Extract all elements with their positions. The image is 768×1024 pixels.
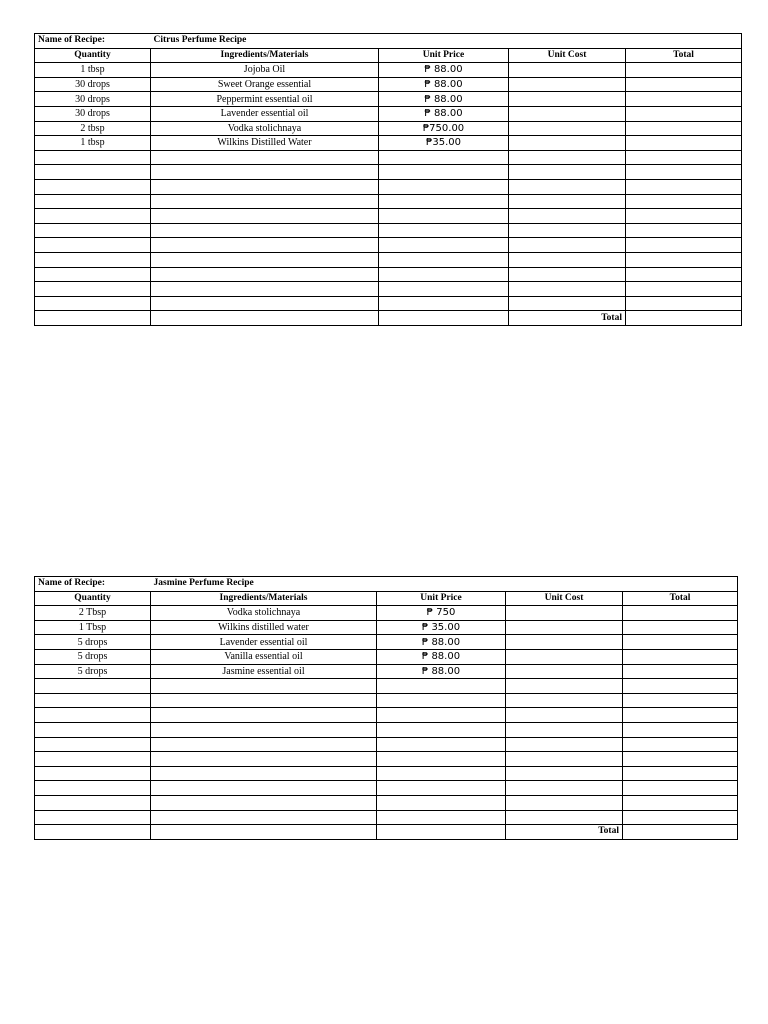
empty-cell xyxy=(379,150,509,165)
empty-cell xyxy=(379,179,509,194)
empty-cell xyxy=(151,252,379,267)
empty-cell xyxy=(509,179,626,194)
empty-row xyxy=(35,282,742,297)
empty-cell xyxy=(623,766,738,781)
empty-cell xyxy=(151,693,377,708)
total-cell xyxy=(623,606,738,621)
total-cell xyxy=(626,77,742,92)
empty-cell xyxy=(35,209,151,224)
empty-cell xyxy=(623,737,738,752)
empty-row xyxy=(35,752,738,767)
empty-row xyxy=(35,781,738,796)
table-row xyxy=(35,121,742,136)
empty-cell xyxy=(35,781,151,796)
recipe-name-value: Jasmine Perfume Recipe xyxy=(151,577,738,592)
empty-cell xyxy=(379,165,509,180)
unit-price-cell: ₱ 88.00 xyxy=(377,635,506,650)
ingredient-cell: Jasmine essential oil xyxy=(151,664,377,679)
empty-row xyxy=(35,238,742,253)
unit-cost-cell xyxy=(509,77,626,92)
empty-cell xyxy=(509,209,626,224)
unit-price-cell: ₱ 88.00 xyxy=(377,664,506,679)
header-row xyxy=(35,48,742,63)
ingredient-cell: Vanilla essential oil xyxy=(151,649,377,664)
empty-cell xyxy=(35,296,151,311)
empty-cell xyxy=(623,708,738,723)
header-row xyxy=(35,591,738,606)
unit-price-cell: ₱ 88.00 xyxy=(379,106,509,121)
empty-cell xyxy=(506,693,623,708)
empty-cell xyxy=(509,150,626,165)
grand-total-value xyxy=(623,825,738,840)
empty-cell xyxy=(377,708,506,723)
empty-cell xyxy=(379,267,509,282)
empty-cell xyxy=(151,223,379,238)
empty-cell xyxy=(379,209,509,224)
empty-cell xyxy=(379,311,509,326)
empty-cell xyxy=(151,267,379,282)
empty-row xyxy=(35,267,742,282)
header-unit-cost: Unit Cost xyxy=(506,591,623,606)
empty-cell xyxy=(151,311,379,326)
empty-cell xyxy=(377,810,506,825)
empty-cell xyxy=(623,810,738,825)
empty-cell xyxy=(377,679,506,694)
empty-cell xyxy=(151,209,379,224)
empty-cell xyxy=(623,679,738,694)
unit-price-cell: ₱35.00 xyxy=(379,136,509,151)
empty-cell xyxy=(35,165,151,180)
grand-total-label: Total xyxy=(506,825,623,840)
unit-price-cell: ₱ 88.00 xyxy=(379,63,509,78)
empty-cell xyxy=(509,267,626,282)
empty-row xyxy=(35,165,742,180)
empty-cell xyxy=(626,179,742,194)
empty-cell xyxy=(151,708,377,723)
empty-cell xyxy=(626,194,742,209)
empty-cell xyxy=(35,223,151,238)
table-row xyxy=(35,620,738,635)
empty-cell xyxy=(626,209,742,224)
empty-cell xyxy=(377,825,506,840)
empty-cell xyxy=(626,150,742,165)
empty-cell xyxy=(506,737,623,752)
empty-cell xyxy=(379,223,509,238)
ingredient-cell: Jojoba Oil xyxy=(151,63,379,78)
total-cell xyxy=(623,635,738,650)
empty-cell xyxy=(377,693,506,708)
total-row xyxy=(35,825,738,840)
empty-cell xyxy=(151,781,377,796)
total-cell xyxy=(626,136,742,151)
empty-cell xyxy=(35,722,151,737)
empty-cell xyxy=(151,194,379,209)
total-cell xyxy=(626,63,742,78)
ingredient-cell: Wilkins Distilled Water xyxy=(151,136,379,151)
empty-cell xyxy=(377,752,506,767)
empty-cell xyxy=(377,795,506,810)
empty-cell xyxy=(509,282,626,297)
quantity-cell: 1 Tbsp xyxy=(35,620,151,635)
empty-cell xyxy=(626,252,742,267)
table-row xyxy=(35,63,742,78)
empty-row xyxy=(35,708,738,723)
empty-cell xyxy=(35,179,151,194)
empty-cell xyxy=(151,238,379,253)
empty-cell xyxy=(506,781,623,796)
empty-cell xyxy=(623,693,738,708)
empty-cell xyxy=(626,238,742,253)
empty-cell xyxy=(377,781,506,796)
empty-cell xyxy=(35,238,151,253)
empty-row xyxy=(35,737,738,752)
unit-cost-cell xyxy=(506,649,623,664)
empty-row xyxy=(35,252,742,267)
quantity-cell: 2 tbsp xyxy=(35,121,151,136)
empty-row xyxy=(35,810,738,825)
quantity-cell: 5 drops xyxy=(35,649,151,664)
ingredient-cell: Wilkins distilled water xyxy=(151,620,377,635)
unit-cost-cell xyxy=(509,106,626,121)
empty-cell xyxy=(626,296,742,311)
empty-cell xyxy=(151,825,377,840)
table-row xyxy=(35,136,742,151)
unit-cost-cell xyxy=(506,635,623,650)
empty-row xyxy=(35,194,742,209)
recipe-name-label: Name of Recipe: xyxy=(35,577,151,592)
header-ingredients: Ingredients/Materials xyxy=(151,591,377,606)
empty-cell xyxy=(506,722,623,737)
empty-row xyxy=(35,679,738,694)
empty-cell xyxy=(506,810,623,825)
table-row xyxy=(35,92,742,107)
empty-cell xyxy=(509,238,626,253)
unit-cost-cell xyxy=(509,63,626,78)
ingredient-cell: Vodka stolichnaya xyxy=(151,606,377,621)
empty-cell xyxy=(626,267,742,282)
empty-row xyxy=(35,722,738,737)
empty-cell xyxy=(623,752,738,767)
empty-cell xyxy=(623,722,738,737)
empty-cell xyxy=(506,752,623,767)
empty-cell xyxy=(509,223,626,238)
empty-cell xyxy=(35,252,151,267)
unit-cost-cell xyxy=(509,136,626,151)
empty-cell xyxy=(506,795,623,810)
empty-cell xyxy=(151,795,377,810)
empty-row xyxy=(35,296,742,311)
quantity-cell: 30 drops xyxy=(35,77,151,92)
empty-row xyxy=(35,150,742,165)
empty-cell xyxy=(35,766,151,781)
table-row xyxy=(35,664,738,679)
empty-cell xyxy=(626,165,742,180)
unit-cost-cell xyxy=(506,620,623,635)
table-row xyxy=(35,635,738,650)
unit-price-cell: ₱ 88.00 xyxy=(379,92,509,107)
empty-cell xyxy=(151,165,379,180)
empty-cell xyxy=(151,722,377,737)
empty-cell xyxy=(35,679,151,694)
total-cell xyxy=(626,121,742,136)
table-row xyxy=(35,77,742,92)
empty-cell xyxy=(506,679,623,694)
empty-row xyxy=(35,766,738,781)
quantity-cell: 30 drops xyxy=(35,106,151,121)
empty-cell xyxy=(151,150,379,165)
empty-cell xyxy=(377,766,506,781)
ingredient-cell: Sweet Orange essential xyxy=(151,77,379,92)
grand-total-label: Total xyxy=(509,311,626,326)
empty-cell xyxy=(35,825,151,840)
header-total: Total xyxy=(623,591,738,606)
empty-cell xyxy=(509,165,626,180)
ingredient-cell: Peppermint essential oil xyxy=(151,92,379,107)
empty-row xyxy=(35,223,742,238)
empty-cell xyxy=(151,296,379,311)
empty-cell xyxy=(151,766,377,781)
empty-row xyxy=(35,693,738,708)
unit-price-cell: ₱ 88.00 xyxy=(377,649,506,664)
table-row xyxy=(35,649,738,664)
empty-cell xyxy=(35,752,151,767)
recipe-name-label: Name of Recipe: xyxy=(35,34,151,49)
unit-price-cell: ₱ 750 xyxy=(377,606,506,621)
header-quantity: Quantity xyxy=(35,591,151,606)
ingredient-cell: Vodka stolichnaya xyxy=(151,121,379,136)
empty-cell xyxy=(379,282,509,297)
total-cell xyxy=(623,664,738,679)
header-ingredients: Ingredients/Materials xyxy=(151,48,379,63)
empty-cell xyxy=(151,282,379,297)
empty-row xyxy=(35,179,742,194)
unit-cost-cell xyxy=(506,606,623,621)
empty-cell xyxy=(35,150,151,165)
empty-cell xyxy=(151,737,377,752)
empty-cell xyxy=(509,194,626,209)
empty-cell xyxy=(35,810,151,825)
unit-price-cell: ₱ 88.00 xyxy=(379,77,509,92)
empty-cell xyxy=(379,194,509,209)
jasmine-recipe-table xyxy=(34,576,738,840)
quantity-cell: 5 drops xyxy=(35,664,151,679)
recipe-name-row xyxy=(35,34,742,49)
empty-cell xyxy=(377,722,506,737)
total-cell xyxy=(623,649,738,664)
total-cell xyxy=(626,92,742,107)
empty-cell xyxy=(151,679,377,694)
empty-cell xyxy=(379,238,509,253)
ingredient-cell: Lavender essential oil xyxy=(151,635,377,650)
empty-cell xyxy=(35,282,151,297)
unit-cost-cell xyxy=(509,92,626,107)
unit-price-cell: ₱750.00 xyxy=(379,121,509,136)
quantity-cell: 5 drops xyxy=(35,635,151,650)
quantity-cell: 2 Tbsp xyxy=(35,606,151,621)
unit-price-cell: ₱ 35.00 xyxy=(377,620,506,635)
quantity-cell: 1 tbsp xyxy=(35,136,151,151)
empty-cell xyxy=(626,282,742,297)
table-row xyxy=(35,606,738,621)
total-cell xyxy=(623,620,738,635)
total-row xyxy=(35,311,742,326)
empty-cell xyxy=(509,252,626,267)
empty-cell xyxy=(379,296,509,311)
empty-cell xyxy=(35,311,151,326)
empty-cell xyxy=(35,708,151,723)
ingredient-cell: Lavender essential oil xyxy=(151,106,379,121)
empty-cell xyxy=(379,252,509,267)
empty-cell xyxy=(35,795,151,810)
header-unit-price: Unit Price xyxy=(377,591,506,606)
recipe-name-value: Citrus Perfume Recipe xyxy=(151,34,742,49)
empty-cell xyxy=(35,194,151,209)
grand-total-value xyxy=(626,311,742,326)
empty-cell xyxy=(35,267,151,282)
quantity-cell: 30 drops xyxy=(35,92,151,107)
empty-cell xyxy=(35,737,151,752)
unit-cost-cell xyxy=(506,664,623,679)
empty-cell xyxy=(151,179,379,194)
empty-cell xyxy=(623,795,738,810)
empty-cell xyxy=(35,693,151,708)
empty-cell xyxy=(506,766,623,781)
header-unit-price: Unit Price xyxy=(379,48,509,63)
header-unit-cost: Unit Cost xyxy=(509,48,626,63)
empty-cell xyxy=(151,752,377,767)
header-total: Total xyxy=(626,48,742,63)
total-cell xyxy=(626,106,742,121)
table-row xyxy=(35,106,742,121)
empty-cell xyxy=(623,781,738,796)
empty-cell xyxy=(626,223,742,238)
empty-cell xyxy=(506,708,623,723)
header-quantity: Quantity xyxy=(35,48,151,63)
empty-cell xyxy=(151,810,377,825)
empty-row xyxy=(35,795,738,810)
recipe-name-row xyxy=(35,577,738,592)
citrus-recipe-table xyxy=(34,33,742,326)
unit-cost-cell xyxy=(509,121,626,136)
quantity-cell: 1 tbsp xyxy=(35,63,151,78)
empty-row xyxy=(35,209,742,224)
empty-cell xyxy=(377,737,506,752)
empty-cell xyxy=(509,296,626,311)
